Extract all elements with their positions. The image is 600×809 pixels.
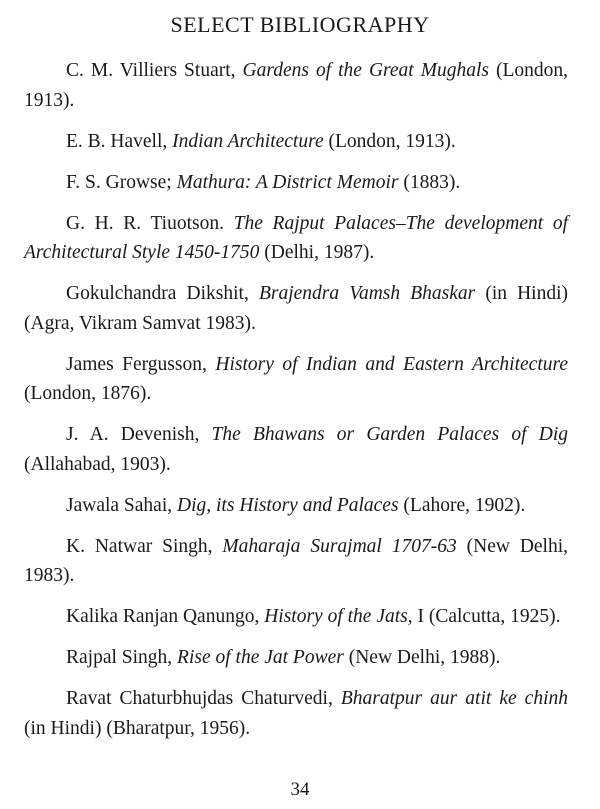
entry-title: Rise of the Jat Power [177, 647, 344, 668]
entry-author: Rajpal Singh, [66, 647, 178, 668]
bibliography-entry [24, 209, 568, 268]
page-title: SELECT BIBLIOGRAPHY [170, 12, 430, 37]
entry-author: Kalika Ranjan Qanungo, [66, 606, 265, 627]
entry-author: Ravat Chaturbhujdas Chaturvedi, [66, 688, 341, 709]
bibliography-entry [24, 491, 568, 521]
bibliography-entry [24, 279, 568, 338]
bibliography-entry [24, 532, 568, 591]
page-number: 34 [290, 779, 310, 800]
entry-details: (in Hindi) (Agra, Vikram Samvat 1983). [24, 283, 568, 334]
entry-title: Brajendra Vamsh Bhaskar [258, 283, 476, 304]
bibliography-entry [24, 56, 568, 115]
bibliography-entry [24, 684, 568, 743]
entry-author: Gokulchandra Dikshit, [66, 283, 259, 304]
entry-author: G. H. R. Tiuotson. [66, 212, 234, 234]
entry-details: (1883). [398, 171, 461, 193]
entry-title: The Rajput Palaces–The development of Architectural Style 1450-1750 [24, 212, 568, 263]
entry-title: Dig, its History and Palaces [177, 494, 399, 516]
entry-author: C. M. Villiers Stuart, [66, 60, 243, 81]
entry-author: K. Natwar Singh, [66, 535, 223, 557]
entry-details: (New Delhi, 1983). [24, 535, 569, 586]
entry-author: F. S. Growse; [66, 171, 177, 193]
entry-author: James Fergusson, [66, 353, 216, 375]
entry-details: (London, 1913). [323, 130, 456, 152]
bibliography-list [24, 56, 568, 755]
bibliography-entry [24, 350, 568, 409]
entry-title: Indian Architecture [172, 130, 324, 152]
entry-title: Maharaja Surajmal 1707-63 [222, 535, 457, 557]
entry-details: (Lahore, 1902). [398, 494, 526, 516]
entry-title: The Bhawans or Garden Palaces of Dig [211, 424, 568, 445]
entry-title: Gardens of the Great Mughals [242, 60, 489, 81]
entry-details: I (Calcutta, 1925). [412, 606, 561, 627]
bibliography-entry [24, 602, 568, 632]
entry-details: (in Hindi) (Bharatpur, 1956). [24, 717, 251, 739]
entry-details: (Allahabad, 1903). [24, 453, 171, 475]
bibliography-entry [24, 420, 568, 479]
entry-title: Bharatpur aur atit ke chinh [340, 688, 568, 709]
bibliography-entry [24, 643, 568, 673]
entry-details: (London, 1876). [24, 383, 152, 404]
entry-title: Mathura: A District Memoir [176, 171, 399, 193]
entry-title: History of Indian and Eastern Architecture [215, 353, 569, 375]
entry-details: (Delhi, 1987). [259, 242, 375, 263]
entry-author: E. B. Havell, [66, 130, 173, 152]
entry-author: Jawala Sahai, [66, 494, 178, 516]
bibliography-entry [24, 127, 568, 157]
entry-details: (London, 1913). [24, 60, 568, 111]
bibliography-entry [24, 168, 568, 198]
entry-title: History of the Jats, [264, 606, 413, 627]
entry-details: (New Delhi, 1988). [343, 647, 501, 668]
entry-author: J. A. Devenish, [66, 424, 212, 445]
